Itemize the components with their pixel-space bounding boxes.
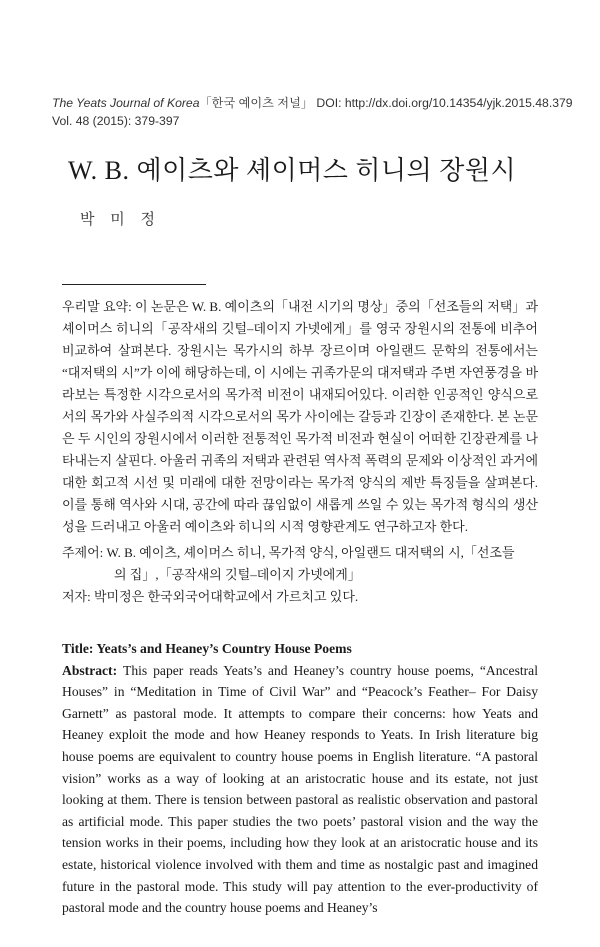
keywords-label: 주제어: xyxy=(62,545,107,560)
english-abstract xyxy=(62,638,538,919)
section-divider xyxy=(62,284,206,285)
paper-title: W. B. 예이츠와 셰이머스 히니의 장원시 xyxy=(68,156,517,185)
korean-abstract-paragraph xyxy=(62,296,538,538)
english-abstract-text: This paper reads Yeats’s and Heaney’s country house poems, “Ancestral Houses” in “Meditation in Time of Civil War” and “Peacock’s Feather– For Daisy Garnett” as pastoral mode. It attempts to compare their concerns: how Yeats and Heaney exploit the mode and how Heaney responds to Yeats. In Irish literature big house poems are equivalent to country house poems in English literature. “A pastoral vision” works as a way of looking at an aristocratic house and its estate, not just looking at them. There is tension between pastoral as realistic observation and pastoral as artificial mode. This paper studies the two poets’ pastoral vision and the way the tension works in their poems, including how they look at an aristocratic house and its estate, historical violence involved with them and time as nostalgic past and imagined future in the pastoral mode. This study will pay attention to the ever-productivity of pastoral mode and the country house poems and Heaney’s xyxy=(62,662,538,916)
keywords-text-1: W. B. 예이츠, 셰이머스 히니, 목가적 양식, 아일랜드 대저택의 시,「선조들 xyxy=(106,545,515,560)
keywords-line-1 xyxy=(62,542,538,564)
korean-abstract xyxy=(62,296,538,538)
english-title-line xyxy=(62,638,538,660)
english-abstract-label: Abstract: xyxy=(62,662,124,678)
author-info-text: 박미정은 한국외국어대학교에서 가르치고 있다. xyxy=(93,589,359,604)
korean-abstract-text: 이 논문은 W. B. 예이츠의「내전 시기의 명상」중의「선조들의 저택」과 셰이머스 히니의「공작새의 깃털–데이지 가넷에게」를 영국 장원시의 전통에 비추어 비교하여 살펴본다. 장원시는 목가시의 하부 장르이며 아일랜드 문학의 전통에서는 “대저택의 시”가 이에 해당하는데, 이 시에는 귀족가문의 대저택과 주변 자연풍경을 바라보는 특정한 시각으로서의 목가적 비전이 내재되어있다. 이러한 인공적인 양식으로서의 목가와 사실주의적 시각으로서의 목가 사이에는 갈등과 긴장이 존재한다. 본 논문은 두 시인의 장원시에서 이러한 전통적인 목가적 비전과 현실이 어떠한 긴장관계를 나타내는지 살핀다. 아울러 귀족의 저택과 관련된 역사적 폭력의 문제와 이상적인 과거에 대한 회고적 시선 및 미래에 대한 전망이라는 목가적 양식의 제반 특징들을 살펴본다. 이를 통해 역사와 시대, 공간에 따라 끊임없이 새롭게 쓰일 수 있는 목가적 형식의 생산성을 드러내고 아울러 예이츠와 히니의 시적 영향관계도 연구하고자 한다. xyxy=(62,299,539,534)
author-info-label: 저자: xyxy=(62,589,94,604)
korean-abstract-label: 우리말 요약: xyxy=(62,299,135,314)
english-abstract-paragraph xyxy=(62,660,538,919)
author-info-line xyxy=(62,586,538,608)
volume-line: Vol. 48 (2015): 379-397 xyxy=(52,114,180,128)
keywords-line-2: 의 집」,「공작새의 깃털–데이지 가넷에게」 xyxy=(114,567,361,582)
korean-journal-name: 「한국 예이츠 저널」 xyxy=(199,96,314,110)
author-name: 박 미 정 xyxy=(80,212,161,228)
keywords-block xyxy=(62,542,538,608)
journal-header xyxy=(52,94,573,130)
citation-line xyxy=(52,94,573,112)
english-title-label: Title: xyxy=(62,641,97,656)
english-title: Yeats’s and Heaney’s Country House Poems xyxy=(96,641,352,656)
doi-text: DOI: http://dx.doi.org/10.14354/yjk.2015.48.379 xyxy=(313,96,573,110)
journal-name: The Yeats Journal of Korea xyxy=(52,96,200,110)
